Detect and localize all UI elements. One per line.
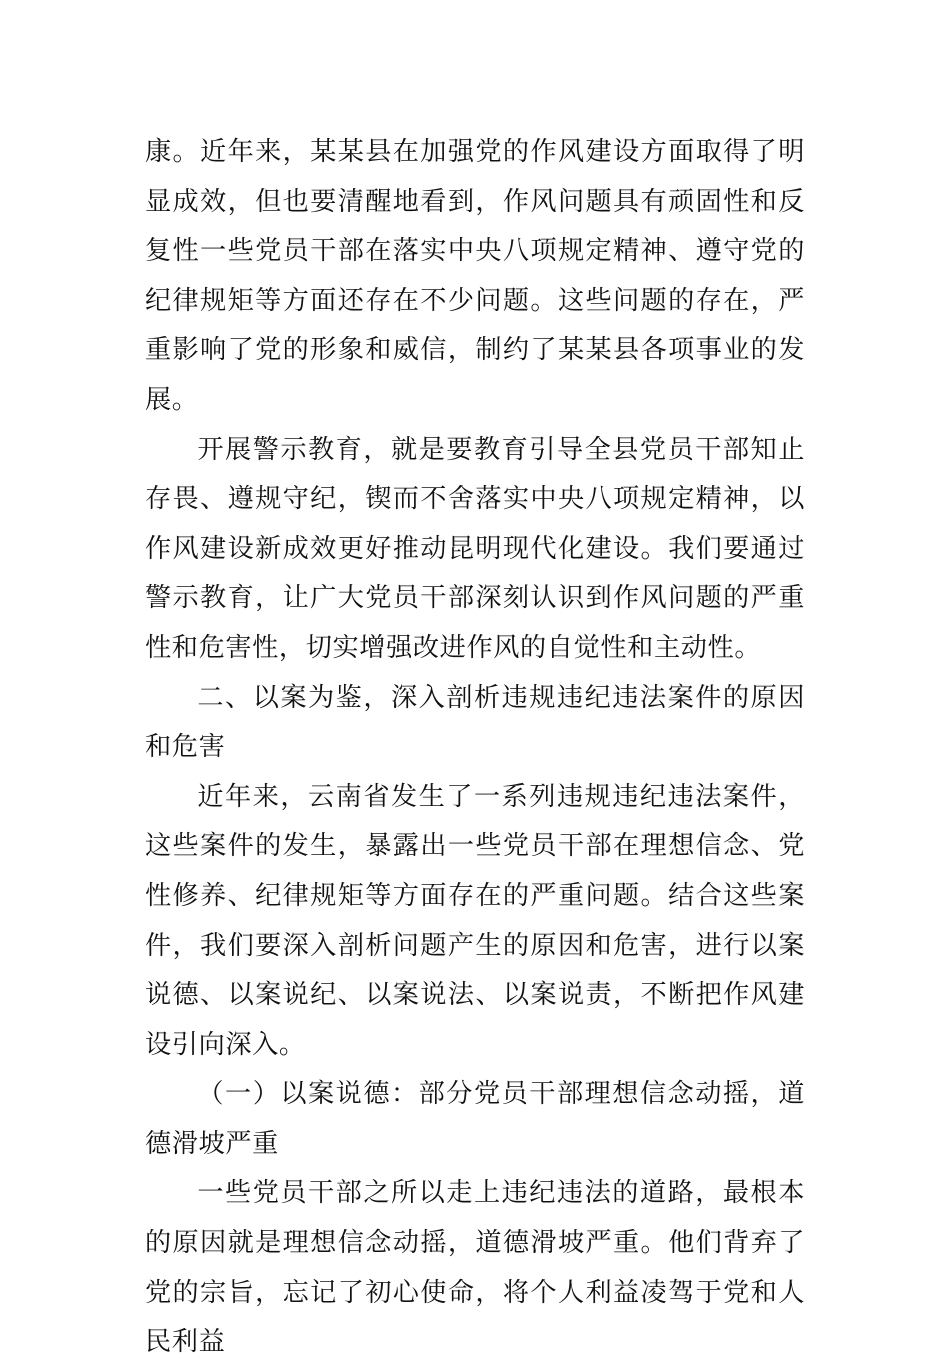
paragraph-ideals-faith: 一些党员干部之所以走上违纪违法的道路，最根本的原因就是理想信念动摇，道德滑坡严重。他们背弃了党的宗旨，忘记了初心使命，将个人利益凌驾于党和人民利益 <box>145 1178 805 1358</box>
paragraph-yunnan-cases: 近年来，云南省发生了一系列违规违纪违法案件，这些案件的发生，暴露出一些党员干部在理想信念、党性修养、纪律规矩等方面存在的严重问题。结合这些案件，我们要深入剖析问题产生的原因和危害，进行以案说德、以案说纪、以案说法、以案说责，不断把作风建设引向深入。 <box>145 781 805 1060</box>
paragraph-warning-education: 开展警示教育，就是要教育引导全县党员干部知止存畏、遵规守纪，锲而不舍落实中央八项规定精神，以作风建设新成效更好推动昆明现代化建设。我们要通过警示教育，让广大党员干部深刻认识到作风问题的严重性和危害性，切实增强改进作风的自觉性和主动性。 <box>145 434 805 663</box>
document-body <box>145 128 805 1368</box>
section-heading-two: 二、以案为鉴，深入剖析违规违纪违法案件的原因和危害 <box>145 682 805 763</box>
paragraph-continuation: 康。近年来，某某县在加强党的作风建设方面取得了明显成效，但也要清醒地看到，作风问题具有顽固性和反复性一些党员干部在落实中央八项规定精神、遵守党的纪律规矩等方面还存在不少问题。这些问题的存在，严重影响了党的形象和威信，制约了某某县各项事业的发展。 <box>145 137 805 415</box>
subsection-heading-one: （一）以案说德：部分党员干部理想信念动摇，道德滑坡严重 <box>145 1079 805 1159</box>
